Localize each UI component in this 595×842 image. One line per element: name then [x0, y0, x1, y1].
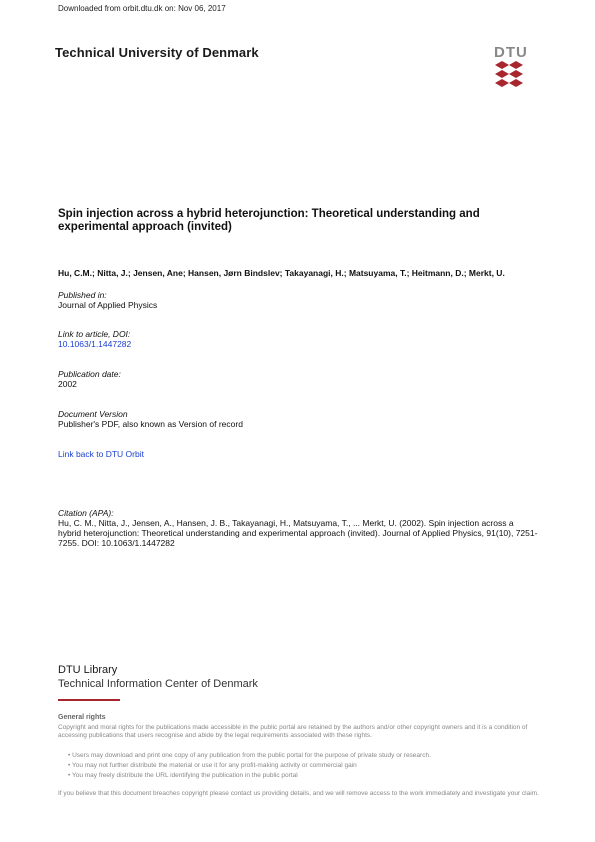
rights-footer: If you believe that this document breaches copyright please contact us providing details, and we will remove access to the work immediately and investigate your claim.: [58, 790, 539, 797]
pub-date-block: [58, 369, 121, 389]
pub-date-value: 2002: [58, 379, 77, 389]
rights-bullet-text: You may not further distribute the material or use it for any profit-making activity or commercial gain: [71, 762, 357, 769]
library-divider: [58, 699, 120, 701]
library-subtitle: Technical Information Center of Denmark: [58, 678, 258, 690]
doc-version-label: Document Version: [58, 409, 128, 419]
doc-version-block: [58, 409, 243, 429]
rights-body: Copyright and moral rights for the publications made accessible in the public portal are retained by the authors and/or other copyright owners and it is a condition of accessing publications that users recognise and abide by the legal requirements associated with these rights.: [58, 724, 528, 739]
pub-date-label: Publication date:: [58, 369, 121, 379]
citation-text: Hu, C. M., Nitta, J., Jensen, A., Hansen, J. B., Takayanagi, H., Matsuyama, T., ... Merkt, U. (2002). Spin injection across a hybrid heterojunction: Theoretical understanding and experimental approach (invited). Journal of Applied Physics, 91(10), 7251-7255. DOI: 10.1063/1.1447282: [58, 518, 538, 548]
citation-block: [58, 508, 538, 548]
dtu-logo: [494, 44, 528, 92]
orbit-link[interactable]: Link back to DTU Orbit: [58, 449, 144, 459]
published-in-value: Journal of Applied Physics: [58, 300, 158, 310]
rights-bullet-text: Users may download and print one copy of any publication from the public portal for the purpose of private study or research.: [72, 752, 431, 759]
published-in-block: [58, 290, 157, 310]
published-in-label: Published in:: [58, 290, 107, 300]
doc-version-value: Publisher's PDF, also known as Version of record: [58, 419, 243, 429]
institution-name: Technical University of Denmark: [55, 45, 259, 60]
doi-label: Link to article, DOI:: [58, 329, 131, 339]
library-name: DTU Library: [58, 664, 118, 676]
dtu-logo-mark-icon: [494, 61, 524, 87]
rights-bullet: • Users may download and print one copy of any publication from the public portal for the purpose of private study or research.: [68, 752, 431, 759]
publication-authors: Hu, C.M.; Nitta, J.; Jensen, Ane; Hansen, Jørn Bindslev; Takayanagi, H.; Matsuyama, T.; Heitmann, D.; Merkt, U.: [58, 268, 505, 278]
download-note: Downloaded from orbit.dtu.dk on: Nov 06, 2017: [58, 4, 226, 13]
doi-link[interactable]: 10.1063/1.1447282: [58, 339, 132, 349]
publication-title: Spin injection across a hybrid heterojunction: Theoretical understanding and experimental approach (invited): [58, 208, 480, 233]
rights-title: General rights: [58, 714, 106, 721]
citation-label: Citation (APA):: [58, 508, 114, 518]
rights-bullet: • You may not further distribute the material or use it for any profit-making activity or commercial gain: [68, 762, 357, 769]
doi-block: [58, 329, 131, 349]
dtu-logo-text: DTU: [494, 44, 528, 61]
rights-bullet: • You may freely distribute the URL identifying the publication in the public portal: [68, 772, 298, 779]
rights-bullet-text: You may freely distribute the URL identifying the publication in the public portal: [71, 772, 298, 779]
